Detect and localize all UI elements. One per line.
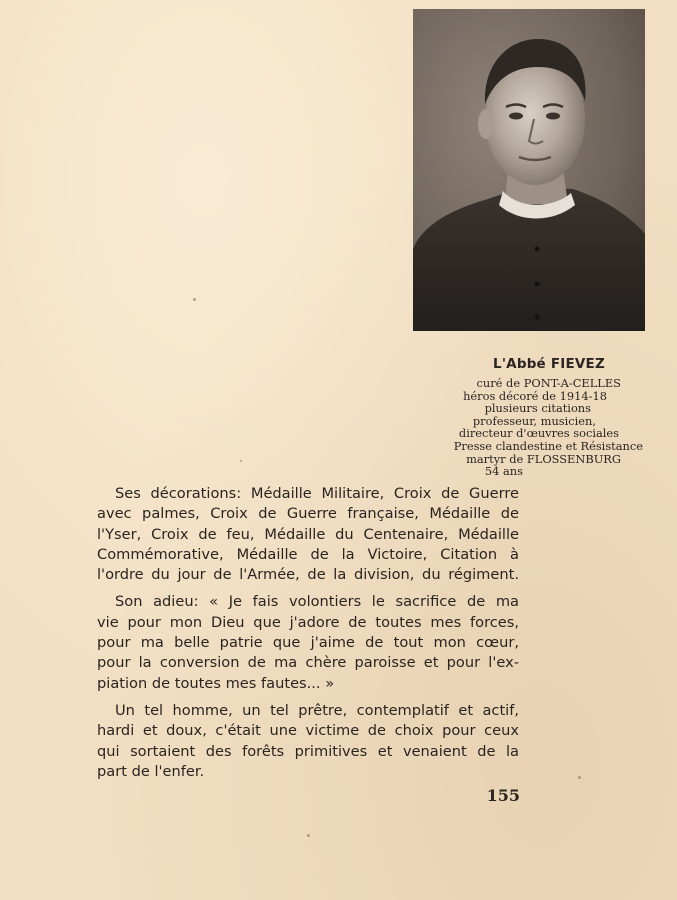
caption-line: plusieurs citations: [484, 401, 591, 416]
caption-line: martyr de FLOSSENBURG: [466, 451, 621, 466]
text-line: vie pour mon Dieu que j'adore de toutes mes forces,: [97, 613, 519, 631]
text-line: l'ordre du jour de l'Armée, de la division, du régiment.: [97, 566, 519, 584]
text-line: Son adieu: « Je fais volontiers le sacrifice de ma: [115, 593, 519, 611]
caption-name: L'Abbé FIEVEZ: [493, 356, 605, 372]
page-number: 155: [486, 786, 520, 805]
portrait-photo-icon: [413, 9, 645, 331]
paper-speck: [578, 776, 581, 779]
text-line: pour la conversion de ma chère paroisse et pour l'ex-: [97, 654, 519, 672]
text-line: Un tel homme, un tel prêtre, contemplatif et actif,: [115, 701, 519, 719]
text-line: hardi et doux, c'était une victime de choix pour ceux: [97, 722, 519, 740]
text-line: Ses décorations: Médaille Militaire, Croix de Guerre: [115, 485, 519, 502]
text-line: avec palmes, Croix de Guerre française, Médaille de: [97, 505, 519, 523]
text-line: l'Yser, Croix de feu, Médaille du Centenaire, Médaille: [97, 525, 519, 543]
text-line: qui sortaient des forêts primitives et venaient de la: [97, 742, 519, 760]
paper-speck: [240, 460, 242, 462]
caption-line: directeur d'œuvres sociales: [458, 426, 619, 441]
paper-speck: [193, 298, 196, 301]
paragraph-tribute: [97, 701, 519, 782]
caption-line: curé de PONT-A-CELLES: [476, 376, 621, 390]
caption-line: héros décoré de 1914-18: [463, 388, 607, 403]
paragraph-decorations: [97, 484, 519, 585]
paragraph-adieu: [97, 592, 519, 693]
body-text: [97, 484, 519, 789]
caption-line: Presse clandestine et Résistance: [453, 438, 643, 453]
text-line: pour ma belle patrie que j'aime de tout mon cœur,: [97, 634, 519, 652]
caption-line: professeur, musicien,: [472, 413, 596, 428]
text-line: part de l'enfer.: [97, 762, 205, 780]
caption-line: 54 ans: [484, 464, 523, 479]
photo-caption: [415, 356, 643, 478]
paper-speck: [307, 834, 310, 837]
text-line: piation de toutes mes fautes... »: [97, 674, 335, 692]
text-line: Commémorative, Médaille de la Victoire, Citation à: [97, 545, 519, 563]
